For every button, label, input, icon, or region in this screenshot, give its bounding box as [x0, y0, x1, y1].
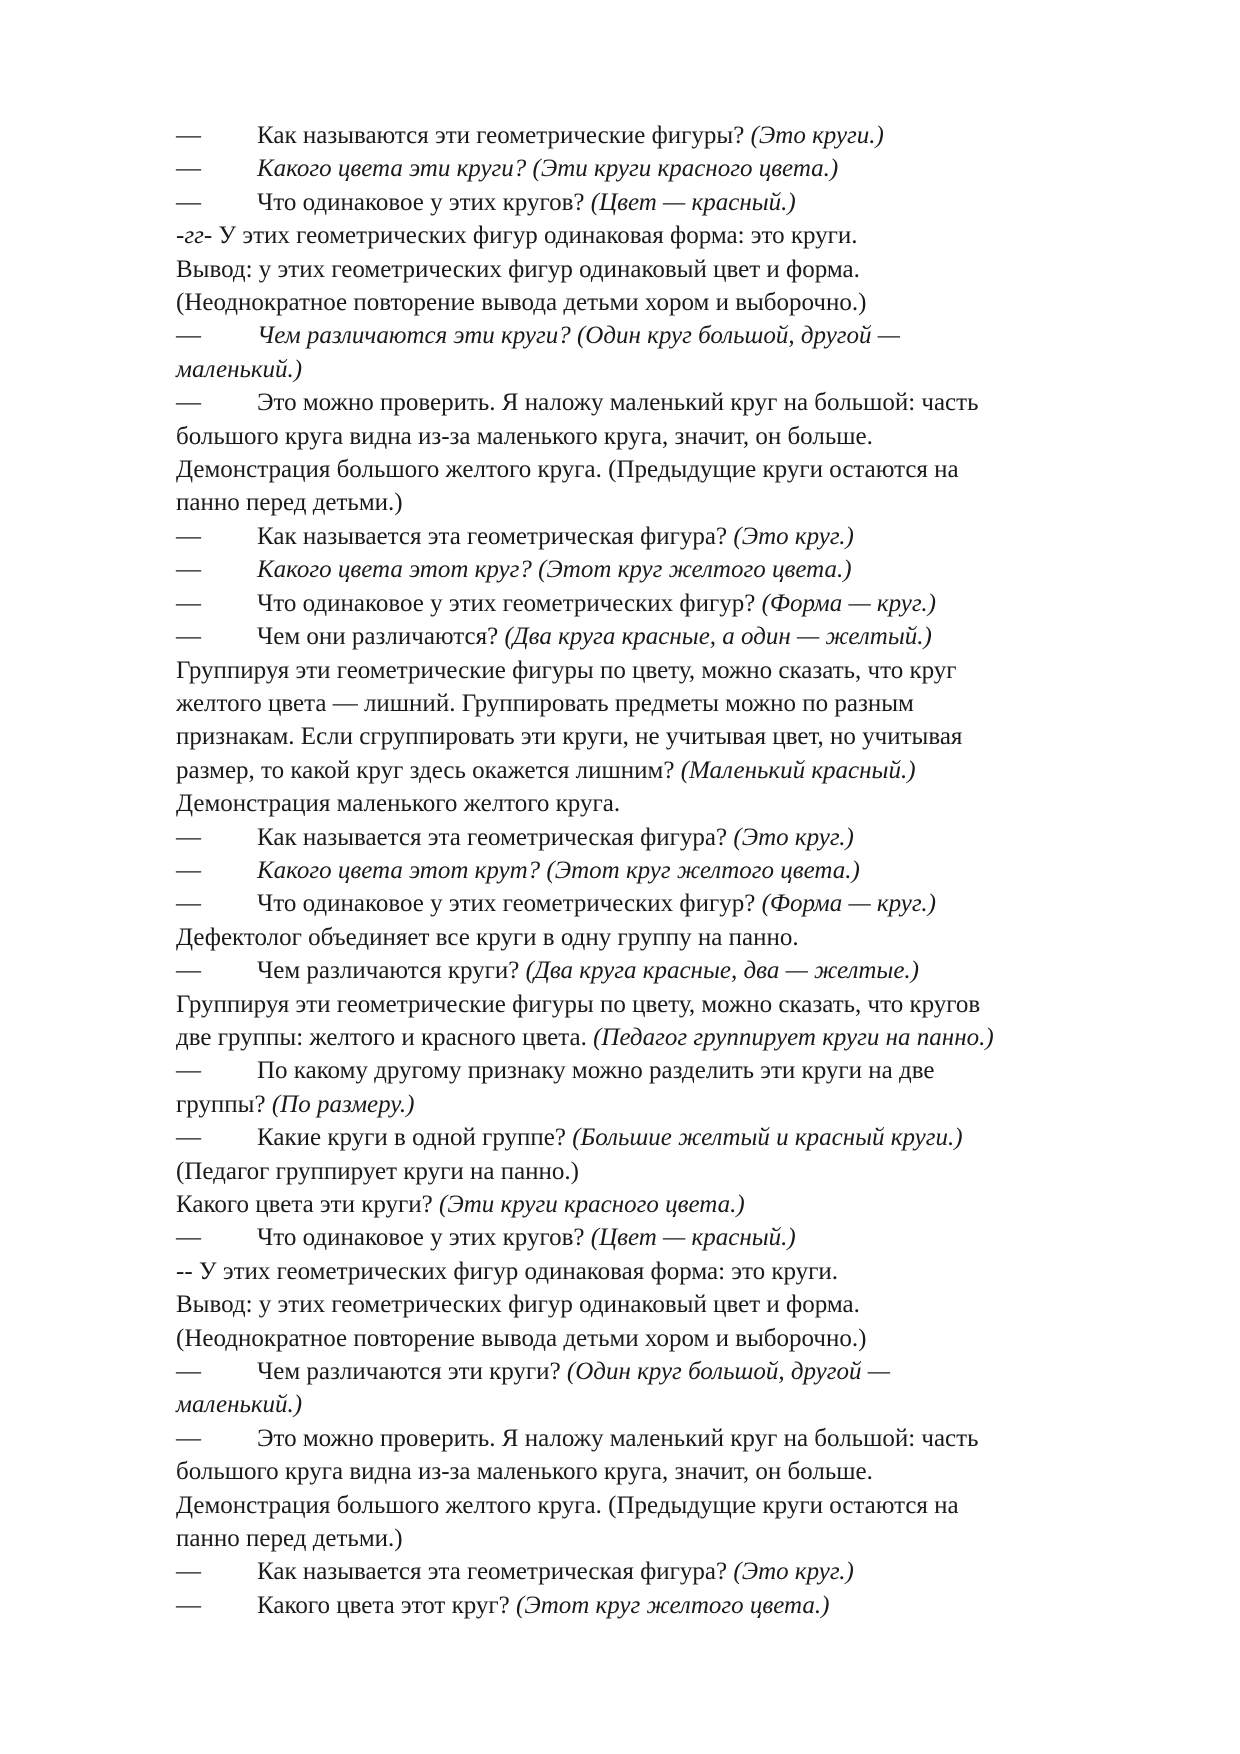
- text-segment: -- У этих геометрических фигур одинаковая форма: это круги.: [176, 1257, 839, 1285]
- dialogue-dash: —: [176, 589, 201, 617]
- dialogue-dash: —: [176, 823, 201, 851]
- text-line: [176, 420, 1136, 453]
- text-segment: панно перед детьми.): [176, 1525, 403, 1553]
- italic-text-segment: (Маленький красный.): [680, 756, 916, 784]
- text-line: [176, 1121, 1136, 1154]
- text-segment: панно перед детьми.): [176, 489, 403, 517]
- text-segment: Что одинаковое у этих кругов?: [257, 1224, 591, 1252]
- text-segment: Что одинаковое у этих геометрических фигур?: [257, 589, 762, 617]
- text-line: [176, 1021, 1136, 1054]
- italic-text-segment: Чем различаются эти круги? (Один круг большой, другой —: [257, 322, 901, 350]
- text-segment: большого круга видна из-за маленького круга, значит, он больше.: [176, 422, 873, 450]
- text-line: [176, 1489, 1136, 1522]
- italic-text-segment: (Один круг большой, другой —: [566, 1358, 890, 1386]
- text-segment: (Педагог группирует круги на панно.): [176, 1157, 580, 1185]
- text-segment: Чем они различаются?: [257, 623, 505, 651]
- text-segment: Как называется эта геометрическая фигура?: [257, 1558, 734, 1586]
- italic-text-segment: (Это круг.): [733, 1558, 854, 1586]
- text-line: [176, 1322, 1136, 1355]
- italic-text-segment: (Большие желтый и красный круги.): [572, 1124, 963, 1152]
- text-line: [176, 520, 1136, 553]
- italic-text-segment: Какого цвета эти круги? (Эти круги красного цвета.): [257, 155, 839, 183]
- text-segment: желтого цвета — лишний. Группировать предметы можно по разным: [176, 689, 914, 717]
- text-segment: Дефектолог объединяет все круги в одну группу на панно.: [176, 923, 799, 951]
- text-segment: размер, то какой круг здесь окажется лишним?: [176, 756, 681, 784]
- text-line: [176, 1054, 1136, 1087]
- text-line: [176, 152, 1136, 185]
- dialogue-dash: —: [176, 957, 201, 985]
- text-segment: Какого цвета этот круг?: [257, 1591, 516, 1619]
- text-segment: Как называются эти геометрические фигуры?: [257, 122, 751, 149]
- text-segment: Как называется эта геометрическая фигура?: [257, 522, 734, 550]
- dialogue-dash: —: [176, 856, 201, 884]
- dialogue-dash: —: [176, 188, 201, 216]
- text-line: [176, 1255, 1136, 1288]
- dialogue-dash: —: [176, 122, 201, 149]
- text-line: [176, 253, 1136, 286]
- text-line: [176, 219, 1136, 252]
- dialogue-dash: —: [176, 389, 201, 417]
- dialogue-dash: —: [176, 1558, 201, 1586]
- italic-text-segment: Какого цвета этот крут? (Этот круг желтого цвета.): [257, 856, 860, 884]
- text-segment: Демонстрация большого желтого круга. (Предыдущие круги остаются на: [176, 1491, 959, 1519]
- text-segment: Какого цвета эти круги?: [176, 1191, 439, 1218]
- text-segment: признакам. Если сгруппировать эти круги, не учитывая цвет, но учитывая: [176, 723, 963, 751]
- dialogue-dash: —: [176, 322, 201, 350]
- text-line: [176, 620, 1136, 653]
- text-segment: Чем различаются круги?: [257, 957, 526, 985]
- text-line: [176, 1422, 1136, 1455]
- dialogue-dash: —: [176, 1224, 201, 1252]
- italic-text-segment: (Это круги.): [750, 122, 884, 149]
- text-line: [176, 1221, 1136, 1254]
- text-segment: Как называется эта геометрическая фигура?: [257, 823, 734, 851]
- text-line: [176, 1388, 1136, 1421]
- text-line: [176, 1155, 1136, 1188]
- italic-text-segment: (Это круг.): [733, 522, 854, 550]
- italic-text-segment: (Два круга красные, а один — желтый.): [504, 623, 932, 651]
- text-segment: Что одинаковое у этих геометрических фигур?: [257, 890, 762, 918]
- italic-text-segment: (Это круг.): [733, 823, 854, 851]
- italic-text-segment: (Педагог группирует круги на панно.): [593, 1023, 994, 1051]
- text-segment: Группируя эти геометрические фигуры по цвету, можно сказать, что круг: [176, 656, 957, 684]
- text-segment: Вывод: у этих геометрических фигур одинаковый цвет и форма.: [176, 255, 860, 283]
- italic-text-segment: (Форма — круг.): [761, 890, 936, 918]
- text-line: [176, 186, 1136, 219]
- text-line: [176, 654, 1136, 687]
- text-line: [176, 286, 1136, 319]
- text-line: [176, 988, 1136, 1021]
- text-line: [176, 553, 1136, 586]
- text-line: [176, 954, 1136, 987]
- italic-text-segment: маленький.): [176, 1391, 303, 1419]
- text-segment: Что одинаковое у этих кругов?: [257, 188, 591, 216]
- text-segment: Группируя эти геометрические фигуры по цвету, можно сказать, что кругов: [176, 990, 981, 1018]
- text-segment: Какие круги в одной группе?: [257, 1124, 573, 1152]
- italic-text-segment: (По размеру.): [271, 1090, 415, 1118]
- text-line: [176, 821, 1136, 854]
- dialogue-dash: —: [176, 1591, 201, 1619]
- text-segment: Вывод: у этих геометрических фигур одинаковый цвет и форма.: [176, 1291, 860, 1319]
- italic-text-segment: Какого цвета этот круг? (Этот круг желтого цвета.): [257, 556, 852, 584]
- text-line: [176, 1455, 1136, 1488]
- text-segment: две группы: желтого и красного цвета.: [176, 1023, 594, 1051]
- text-line: [176, 1555, 1136, 1588]
- dialogue-dash: —: [176, 1057, 201, 1085]
- text-segment: Демонстрация маленького желтого круга.: [176, 790, 621, 818]
- text-segment: У этих геометрических фигур одинаковая форма: это круги.: [212, 222, 858, 250]
- text-line: [176, 687, 1136, 720]
- text-line: [176, 787, 1136, 820]
- dialogue-dash: —: [176, 556, 201, 584]
- text-line: [176, 353, 1136, 386]
- dialogue-dash: —: [176, 1124, 201, 1152]
- text-line: [176, 921, 1136, 954]
- italic-text-segment: (Эти круги красного цвета.): [439, 1191, 745, 1218]
- text-line: [176, 486, 1136, 519]
- italic-text-segment: (Два круга красные, два — желтые.): [525, 957, 919, 985]
- text-line: [176, 754, 1136, 787]
- text-line: [176, 386, 1136, 419]
- text-line: [176, 1188, 1136, 1221]
- text-line: [176, 887, 1136, 920]
- text-line: [176, 1522, 1136, 1555]
- italic-text-segment: (Этот круг желтого цвета.): [516, 1591, 830, 1619]
- italic-text-segment: -гг-: [176, 222, 213, 250]
- text-segment: Это можно проверить. Я наложу маленький круг на большой: часть: [257, 1424, 979, 1452]
- dialogue-dash: —: [176, 623, 201, 651]
- text-line: [176, 587, 1136, 620]
- dialogue-dash: —: [176, 1358, 201, 1386]
- text-line: [176, 319, 1136, 352]
- text-segment: (Неоднократное повторение вывода детьми хором и выборочно.): [176, 1324, 867, 1352]
- italic-text-segment: (Цвет — красный.): [590, 188, 796, 216]
- text-line: [176, 453, 1136, 486]
- text-segment: группы?: [176, 1090, 272, 1118]
- dialogue-dash: —: [176, 155, 201, 183]
- text-segment: Демонстрация большого желтого круга. (Предыдущие круги остаются на: [176, 456, 959, 484]
- text-segment: Чем различаются эти круги?: [257, 1358, 567, 1386]
- text-line: [176, 1589, 1136, 1622]
- dialogue-dash: —: [176, 890, 201, 918]
- text-line: [176, 119, 1136, 152]
- text-line: [176, 1288, 1136, 1321]
- dialogue-dash: —: [176, 522, 201, 550]
- italic-text-segment: (Цвет — красный.): [590, 1224, 796, 1252]
- document-body: [176, 119, 1136, 1622]
- text-segment: По какому другому признаку можно разделить эти круги на две: [257, 1057, 935, 1085]
- dialogue-dash: —: [176, 1424, 201, 1452]
- italic-text-segment: (Форма — круг.): [761, 589, 936, 617]
- text-segment: большого круга видна из-за маленького круга, значит, он больше.: [176, 1458, 873, 1486]
- text-segment: (Неоднократное повторение вывода детьми хором и выборочно.): [176, 289, 867, 317]
- text-line: [176, 720, 1136, 753]
- text-line: [176, 1088, 1136, 1121]
- italic-text-segment: маленький.): [176, 355, 303, 383]
- text-line: [176, 1355, 1136, 1388]
- text-line: [176, 854, 1136, 887]
- text-segment: Это можно проверить. Я наложу маленький круг на большой: часть: [257, 389, 979, 417]
